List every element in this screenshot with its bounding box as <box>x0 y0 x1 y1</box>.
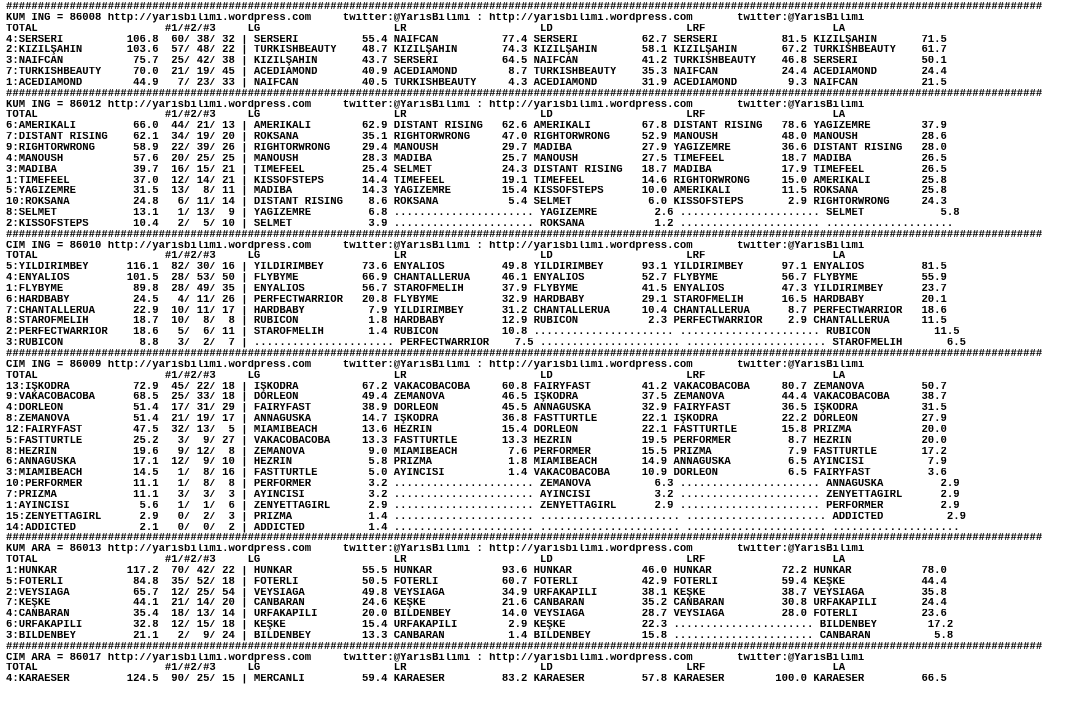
column-header-row: TOTAL #1/#2/#3 LG LR LD LRF LA <box>6 370 846 382</box>
table-row: 9:VAKACOBACOBA 68.5 25/ 33/ 18 | DORLEON 49.4 ZEMANOVA 46.5 İŞKODRA 37.5 ZEMANOVA 44.4 VAKACOBACOBA 38.7 <box>6 392 947 404</box>
table-row: 3:MIAMIBEACH 14.5 1/ 8/ 16 | FASTTURTLE 5.0 AYİNCİSİ 1.4 VAKACOBACOBA 10.9 DORLEON 6.5 FAIRYFAST 3.6 <box>6 468 947 480</box>
table-row: 12:FAIRYFAST 47.5 32/ 13/ 5 | MIAMIBEACH 13.6 HEZRİN 15.4 DORLEON 22.1 FASTTURTLE 15.8 PRIZMA 20.0 <box>6 424 947 436</box>
separator-line: ################################################################################################################################################################### <box>6 2 1043 13</box>
table-row: 5:FASTTURTLE 25.2 3/ 9/ 27 | VAKACOBACOBA 13.3 FASTTURTLE 13.3 HEZRİN 19.5 PERFORMER 8.7 HEZRİN 20.0 <box>6 435 947 447</box>
table-row: 14:ADDICTED 2.1 0/ 0/ 2 | ADDICTED 1.4 ...................... ...................... ...................... .................... <box>6 522 960 534</box>
table-row: 2:KIZILŞAHİN 103.6 57/ 48/ 22 | TURKISHBEAUTY 48.7 KIZILŞAHİN 74.3 KIZILŞAHİN 58.1 KIZILŞAHİN 67.2 TURKISHBEAUTY 61.7 <box>6 45 947 57</box>
table-row: 13:İŞKODRA 72.9 45/ 22/ 18 | İŞKODRA 67.2 VAKACOBACOBA 60.8 FAIRYFAST 41.2 VAKACOBACOBA 80.7 ZEMANOVA 50.7 <box>6 381 947 393</box>
table-row: 8:SELMET 13.1 1/ 13/ 9 | YAĞIZEMRE 6.8 ...................... YAĞIZEMRE 2.6 ...................... SELMET 5.8 <box>6 208 960 219</box>
table-row: 6:ANNAGUSKA 17.1 12/ 9/ 10 | HEZRİN 5.8 PRIZMA 1.8 MIAMIBEACH 14.9 ANNAGUSKA 6.5 AYİNCİSİ 7.9 <box>6 457 947 469</box>
race-header: KUM ARA = 86013 http://yarisbilimi.wordpress.com twitter:@YarisBilimi : http://yarisbilimi.wordpress.com twitter:@YarisBilimi <box>6 544 865 556</box>
table-row: 7:TURKISHBEAUTY 70.0 21/ 19/ 45 | ACEDIAMOND 40.9 ACEDIAMOND 8.7 TURKISHBEAUTY 35.3 NAİFCAN 24.4 ACEDIAMOND 24.4 <box>6 67 947 78</box>
column-header-row: TOTAL #1/#2/#3 LG LR LD LRF LA <box>6 251 846 263</box>
table-row: 3:RUBICON 8.8 3/ 2/ 7 | ...................... PERFECTWARRIOR 7.5 ...................... ...................... STAROFMELİH 6.5 <box>6 338 966 349</box>
race-header: CIM ING = 86009 http://yarisbilimi.wordpress.com twitter:@YarisBilimi : http://yarisbilimi.wordpress.com twitter:@YarisBilimi <box>6 359 865 371</box>
table-row: 1:FLYBYME 89.8 28/ 49/ 35 | ENYALIOS 56.7 STAROFMELİH 37.9 FLYBYME 41.5 ENYALIOS 47.3 YILDIRIMBEY 23.7 <box>6 283 947 295</box>
table-row: 8:STAROFMELİH 18.7 10/ 8/ 8 | RUBICON 1.8 HARDBABY 12.9 RUBICON 2.3 PERFECTWARRIOR 2.9 CHANTALLERUA 11.5 <box>6 316 947 328</box>
race-header: KUM ING = 86012 http://yarisbilimi.wordpress.com twitter:@YarisBilimi : http://yarisbilimi.wordpress.com twitter:@YarisBilimi <box>6 99 865 111</box>
table-row: 8:HEZRİN 19.6 9/ 12/ 8 | ZEMANOVA 9.0 MIAMIBEACH 7.6 PERFORMER 15.5 PRIZMA 7.9 FASTTURTLE 17.2 <box>6 446 947 458</box>
table-row: 2:KISSOFSTEPS 10.4 2/ 5/ 10 | SELMET 3.9 ...................... ROKSANA 1.2 ...................... .................... <box>6 218 954 230</box>
table-row: 5:YAĞIZEMRE 31.5 13/ 8/ 11 | MADIBA 14.3 YAĞIZEMRE 15.4 KISSOFSTEPS 10.0 AMERİKALI 11.5 ROKSANA 25.8 <box>6 186 947 198</box>
table-row: 5:FOTERLİ 84.8 35/ 52/ 18 | FOTERLİ 50.5 FOTERLİ 60.7 FOTERLİ 42.9 FOTERLİ 59.4 KEŞKE 44.4 <box>6 576 947 588</box>
table-row: 4:ENYALIOS 101.5 28/ 53/ 50 | FLYBYME 66.9 CHANTALLERUA 46.1 ENYALIOS 52.7 FLYBYME 56.7 FLYBYME 55.9 <box>6 273 947 284</box>
table-row: 7:PRIZMA 11.1 3/ 3/ 3 | AYİNCİSİ 3.2 ...................... AYİNCİSİ 3.2 ...................... ZENYETTAGIRL 2.9 <box>6 489 960 501</box>
table-row: 1:TIMEFEEL 37.0 12/ 14/ 21 | KISSOFSTEPS 14.4 TIMEFEEL 19.1 TIMEFEEL 14.6 RIGHTORWRONG 15.0 AMERİKALI 25.8 <box>6 175 947 187</box>
table-row: 4:SERSERİ 106.8 60/ 38/ 32 | SERSERİ 55.4 NAİFCAN 77.4 SERSERİ 62.7 SERSERİ 81.5 KIZILŞAHİN 71.5 <box>6 34 947 46</box>
table-row: 10:ROKSANA 24.8 6/ 11/ 14 | DISTANT RISING 8.6 ROKSANA 5.4 SELMET 6.0 KISSOFSTEPS 2.9 RIGHTORWRONG 24.3 <box>6 197 947 209</box>
table-row: 3:BİLDENBEY 21.1 2/ 9/ 24 | BİLDENBEY 13.3 CANBARAN 1.4 BİLDENBEY 15.8 ...................... CANBARAN 5.8 <box>6 630 954 642</box>
table-row: 6:AMERİKALI 66.0 44/ 21/ 13 | AMERİKALI 62.9 DISTANT RISING 62.6 AMERİKALI 67.8 DISTANT RISING 78.6 YAĞIZEMRE 37.9 <box>6 121 947 133</box>
table-row: 7:KEŞKE 44.1 21/ 14/ 20 | CANBARAN 24.6 KEŞKE 21.6 CANBARAN 35.2 CANBARAN 30.8 URFAKAPILI 24.4 <box>6 598 947 610</box>
table-row: 7:DISTANT RISING 62.1 34/ 19/ 20 | ROKSANA 35.1 RIGHTORWRONG 47.0 RIGHTORWRONG 52.9 MANOUSH 48.0 MANOUSH 28.6 <box>6 132 947 143</box>
table-row: 4:DORLEON 51.4 17/ 31/ 29 | FAIRYFAST 38.9 DORLEON 45.5 ANNAGUSKA 32.9 FAIRYFAST 36.5 İŞKODRA 31.5 <box>6 403 947 415</box>
table-row: 5:YILDIRIMBEY 116.1 82/ 30/ 16 | YILDIRIMBEY 73.6 ENYALIOS 49.8 YILDIRIMBEY 93.1 YILDIRIMBEY 97.1 ENYALIOS 81.5 <box>6 262 947 274</box>
column-header-row: TOTAL #1/#2/#3 LG LR LD LRF LA <box>6 555 846 566</box>
table-row: 3:MADIBA 39.7 16/ 15/ 21 | TIMEFEEL 25.4 SELMET 24.3 DISTANT RISING 18.7 MADIBA 17.9 TIMEFEEL 26.5 <box>6 164 947 176</box>
table-row: 9:RIGHTORWRONG 58.9 22/ 39/ 26 | RIGHTORWRONG 29.4 MANOUSH 29.7 MADIBA 27.9 YAĞIZEMRE 36.6 DISTANT RISING 28.0 <box>6 142 947 154</box>
race-header: CIM ARA = 86017 http://yarisbilimi.wordpress.com twitter:@YarisBilimi : http://yarisbilimi.wordpress.com twitter:@YarisBilimi <box>6 652 865 664</box>
table-row: 4:MANOUSH 57.6 20/ 25/ 25 | MANOUSH 28.3 MADIBA 25.7 MANOUSH 27.5 TIMEFEEL 18.7 MADIBA 26.5 <box>6 153 947 165</box>
table-row: 2:VEYSİAĞA 65.7 12/ 25/ 54 | VEYSİAĞA 49.8 VEYSİAĞA 34.9 URFAKAPILI 38.1 KEŞKE 38.7 VEYSİAĞA 35.8 <box>6 587 947 599</box>
table-row: 4:CANBARAN 35.4 18/ 13/ 14 | URFAKAPILI 20.0 BİLDENBEY 14.0 VEYSİAĞA 28.7 VEYSİAĞA 28.0 FOTERLİ 23.6 <box>6 609 947 621</box>
separator-line: ################################################################################################################################################################### <box>6 229 1043 241</box>
table-row: 1:HÜNKAR 117.2 70/ 42/ 22 | HÜNKAR 55.5 HÜNKAR 93.6 HÜNKAR 46.0 HÜNKAR 72.2 HÜNKAR 78.0 <box>6 565 947 577</box>
table-row: 6:HARDBABY 24.5 4/ 11/ 26 | PERFECTWARRIOR 20.8 FLYBYME 32.9 HARDBABY 29.1 STAROFMELİH 16.5 HARDBABY 20.1 <box>6 294 947 306</box>
table-row: 7:CHANTALLERUA 22.9 10/ 11/ 17 | HARDBABY 7.9 YILDIRIMBEY 31.2 CHANTALLERUA 10.4 CHANTALLERUA 8.7 PERFECTWARRIOR 18.6 <box>6 305 947 317</box>
separator-line: ################################################################################################################################################################### <box>6 349 1043 360</box>
race-header: KUM ING = 86008 http://yarisbilimi.wordpress.com twitter:@YarisBilimi : http://yarisbilimi.wordpress.com twitter:@YarisBilimi <box>6 12 865 24</box>
table-row: 1:AYİNCİSİ 5.6 1/ 1/ 6 | ZENYETTAGIRL 2.9 ...................... ZENYETTAGIRL 2.9 ...................... PERFORMER 2.9 <box>6 500 960 512</box>
column-header-row: TOTAL #1/#2/#3 LG LR LD LRF LA <box>6 23 846 35</box>
table-row: 2:PERFECTWARRIOR 18.6 5/ 6/ 11 | STAROFMELİH 1.4 RUBICON 10.8 ...................... ...................... RUBICON 11.5 <box>6 327 960 339</box>
table-row: 4:KARAESER 124.5 90/ 25/ 15 | MERCANLI 59.4 KARAESER 83.2 KARAESER 57.8 KARAESER 100.0 KARAESER 66.5 <box>6 674 947 686</box>
table-row: 15:ZENYETTAGIRL 2.9 0/ 2/ 3 | PRIZMA 1.4 ...................... ...................... ...................... ADDICTED 2.9 <box>6 511 966 523</box>
race-header: CIM ING = 86010 http://yarisbilimi.wordpress.com twitter:@YarisBilimi : http://yarisbilimi.wordpress.com twitter:@YarisBilimi <box>6 240 865 252</box>
table-row: 8:ZEMANOVA 51.4 21/ 19/ 17 | ANNAGUSKA 14.7 İŞKODRA 36.8 FASTTURTLE 22.1 İŞKODRA 22.2 DORLEON 27.9 <box>6 414 947 425</box>
table-row: 6:URFAKAPILI 32.8 12/ 15/ 18 | KEŞKE 15.4 URFAKAPILI 2.9 KEŞKE 22.3 ...................... BİLDENBEY 17.2 <box>6 620 954 631</box>
column-header-row: TOTAL #1/#2/#3 LG LR LD LRF LA <box>6 110 846 122</box>
separator-line: ################################################################################################################################################################### <box>6 533 1043 545</box>
table-row: 1:ACEDIAMOND 44.9 7/ 23/ 33 | NAİFCAN 40.5 TURKISHBEAUTY 4.3 ACEDIAMOND 31.9 ACEDIAMOND 9.3 NAİFCAN 21.5 <box>6 77 947 89</box>
separator-line: ################################################################################################################################################################### <box>6 641 1043 653</box>
table-row: 10:PERFORMER 11.1 1/ 8/ 8 | PERFORMER 3.2 ...................... ZEMANOVA 6.3 ...................... ANNAGUSKA 2.9 <box>6 479 960 490</box>
column-header-row: TOTAL #1/#2/#3 LG LR LD LRF LA <box>6 663 846 675</box>
table-row: 3:NAİFCAN 75.7 25/ 42/ 38 | KIZILŞAHİN 43.7 SERSERİ 64.5 NAİFCAN 41.2 TURKISHBEAUTY 46.8 SERSERİ 50.1 <box>6 56 947 68</box>
separator-line: ################################################################################################################################################################### <box>6 88 1043 100</box>
